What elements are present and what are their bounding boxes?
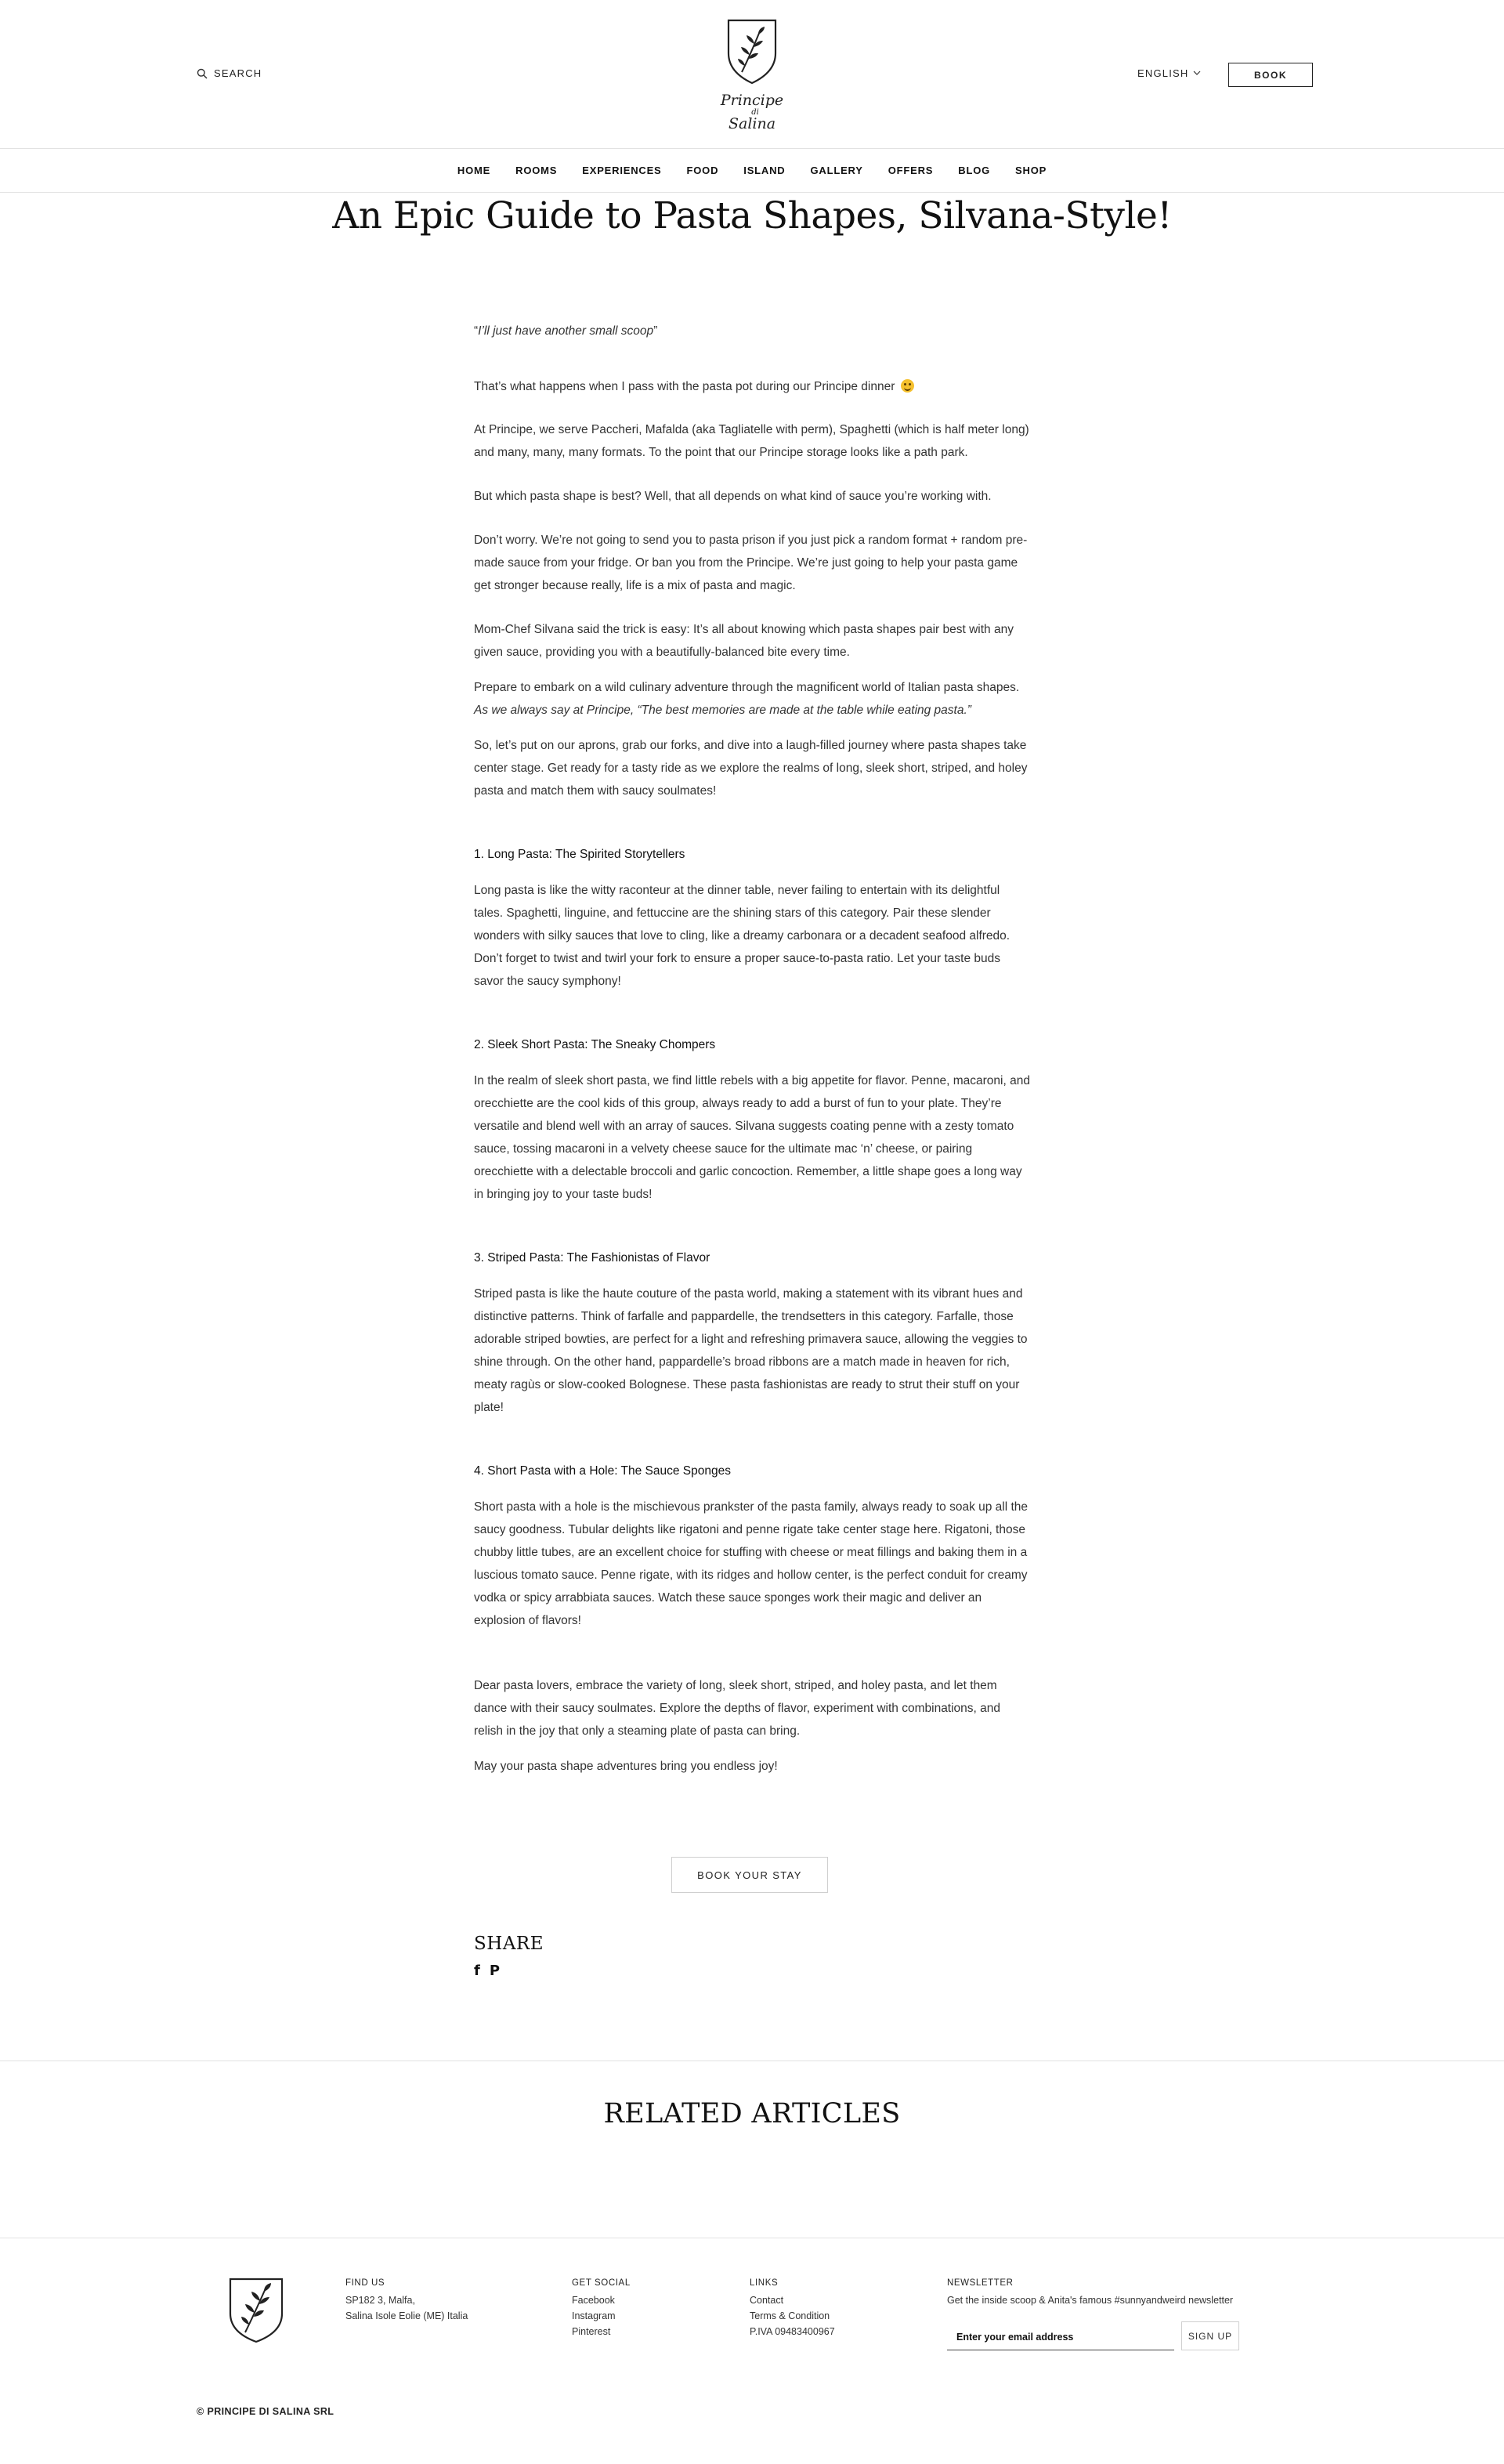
paragraph [474,375,1030,398]
quote-text: I’ll just have another small scoop [478,324,654,338]
nav-item-offers[interactable]: OFFERS [888,165,934,176]
closing-paragraph: Dear pasta lovers, embrace the variety of long, sleek short, striped, and holey pasta, and let them dance with their saucy soulmates. Explore the depths of flavor, experiment with combinations, and relish in the joy that only a steaming plate of pasta can bring. [474,1679,1001,1738]
section-heading-sleek-short-pasta: 2. Sleek Short Pasta: The Sneaky Chompers [474,1038,716,1051]
section-heading-holey-pasta: 4. Short Pasta with a Hole: The Sauce Sponges [474,1464,731,1478]
footer-links [750,2275,835,2339]
footer-link-facebook[interactable]: Facebook [572,2295,615,2306]
language-selector[interactable] [1137,67,1201,79]
newsletter-signup-button[interactable]: SIGN UP [1181,2321,1239,2350]
address-line: SP182 3, Malfa, [345,2295,415,2306]
paragraph: Don’t worry. We’re not going to send you to pasta prison if you just pick a random format + random pre-made sauce from your fridge. Or ban you from the Principe. We’re just going to help your pasta game get stronger because really, life is a mix of pasta and magic. [474,534,1028,592]
section-heading-long-pasta: 1. Long Pasta: The Spirited Storytellers [474,848,685,861]
paragraph: At Principe, we serve Paccheri, Mafalda (aka Tagliatelle with perm), Spaghetti (which is half meter long) and many, many, many formats. To the point that our Principe storage looks like a path park. [474,423,1029,459]
olive-branch-crest-icon [227,2276,285,2343]
pinterest-icon[interactable]: P [489,1963,501,1979]
footer-link-contact[interactable]: Contact [750,2295,784,2306]
site-header [0,0,1504,149]
search-button[interactable] [197,67,262,79]
nav-item-experiences[interactable]: EXPERIENCES [582,165,662,176]
find-us-heading: FIND US [345,2278,385,2288]
section-text-long-pasta: Long pasta is like the witty raconteur at the dinner table, never failing to entertain with its delightful tales. Spaghetti, linguine, and fettuccine are the shining stars of this category. Pair these slender wonders with silky sauces that love to cling, like a dreamy carbonara or a decadent seafood alfredo. Don’t forget to twist and twirl your fork to ensure a proper sauce-to-pasta ratio. Let your taste buds savor the saucy symphony! [474,884,1010,988]
section-text-sleek-short-pasta: In the realm of sleek short pasta, we find little rebels with a big appetite for flavor. Penne, macaroni, and orecchiette are the cool kids of this group, always ready to add a burst of fun to your plate. They’re versatile and blend well with an array of sauces. Silvana suggests coating penne with a zesty tomato sauce, tossing macaroni in a velvety cheese sauce for the ultimate mac ‘n’ cheese, or pairing orecchiette with a delectable broccoli and garlic concoction. Remember, a little shape goes a long way in bringing joy to your taste buds! [474,1074,1030,1201]
nav-item-island[interactable]: ISLAND [743,165,786,176]
section-text-striped-pasta: Striped pasta is like the haute couture of the pasta world, making a statement with its vibrant hues and distinctive patterns. Think of farfalle and pappardelle, the trendsetters in this category. Farfalle, those adorable striped bowties, are perfect for a light and refreshing primavera sauce, allowing the veggies to shine through. On the other hand, pappardelle’s broad ribbons are a match made in heaven for rich, meaty ragùs or slow-cooked Bolognese. These pasta fashionistas are ready to strut their stuff on your plate! [474,1287,1028,1414]
footer-newsletter [947,2275,1260,2308]
social-heading: GET SOCIAL [572,2278,631,2288]
smiling-face-icon [901,379,914,393]
section-text-holey-pasta: Short pasta with a hole is the mischievous prankster of the pasta family, always ready to soak up all the saucy goodness. Tubular delights like rigatoni and penne rigate take center stage here. Rigatoni, those chubby little tubes, are an excellent choice for stuffing with cheese or meat fillings and baking them in a luscious tomato sauce. Penne rigate, with its ridges and hollow center, is the perfect conduit for creamy vodka or spicy arrabbiata sauces. Watch these sauce sponges work their magic and deliver an explosion of flavors! [474,1500,1029,1627]
logo-text-di: di [751,108,759,117]
main-navigation [0,149,1504,193]
logo-text-principe: Principe [720,92,784,109]
nav-item-blog[interactable]: BLOG [958,165,991,176]
facebook-icon[interactable]: f [474,1963,480,1979]
share-icons [474,1963,500,1979]
newsletter-description: Get the inside scoop & Anita's famous #sunnyandweird newsletter [947,2295,1234,2306]
copyright: © PRINCIPE DI SALINA SRL [197,2406,334,2417]
opening-quote [474,320,1030,342]
paragraph-text: That’s what happens when I pass with the pasta pot during our Principe dinner [474,380,895,393]
quote-mark-close: ” [653,324,658,338]
quote-mark-open: “ [474,324,479,338]
section-heading-striped-pasta: 3. Striped Pasta: The Fashionistas of Flavor [474,1251,710,1265]
nav-item-food[interactable]: FOOD [686,165,719,176]
links-heading: LINKS [750,2278,779,2288]
address-line: Salina Isole Eolie (ME) Italia [345,2310,468,2321]
paragraph: Mom-Chef Silvana said the trick is easy: It’s all about knowing which pasta shapes pair best with any given sauce, providing you with a beautifully-balanced bite every time. [474,623,1014,659]
paragraph [474,676,1030,722]
related-articles-heading: RELATED ARTICLES [603,2098,901,2129]
newsletter-email-input[interactable] [947,2324,1174,2350]
article-body [474,320,1030,1790]
paragraph: So, let’s put on our aprons, grab our forks, and dive into a laugh-filled journey where pasta shapes take center stage. Get ready for a tasty ride as we explore the realms of long, sleek short, striped, and holey pasta and match them with saucy soulmates! [474,739,1028,798]
nav-item-rooms[interactable]: ROOMS [515,165,558,176]
paragraph-text: Prepare to embark on a wild culinary adventure through the magnificent world of Italian pasta shapes. [474,681,1020,694]
nav-item-shop[interactable]: SHOP [1015,165,1047,176]
newsletter-heading: NEWSLETTER [947,2278,1014,2288]
logo-text-salina: Salina [728,115,776,132]
paragraph: But which pasta shape is best? Well, that all depends on what kind of sauce you’re working with. [474,490,992,503]
share-heading: SHARE [474,1934,544,1954]
book-your-stay-button[interactable]: BOOK YOUR STAY [671,1857,828,1893]
site-logo[interactable] [705,17,799,132]
language-label: ENGLISH [1137,67,1189,79]
book-button[interactable]: BOOK [1228,63,1313,87]
footer-link-terms[interactable]: Terms & Condition [750,2310,830,2321]
vat-number: P.IVA 09483400967 [750,2326,835,2337]
chevron-down-icon [1193,71,1201,76]
footer-link-pinterest[interactable]: Pinterest [572,2326,611,2337]
footer-link-instagram[interactable]: Instagram [572,2310,616,2321]
footer-social [572,2275,631,2339]
principe-saying: As we always say at Principe, “The best memories are made at the table while eating pasta.” [474,704,971,717]
nav-item-gallery[interactable]: GALLERY [810,165,863,176]
search-label: SEARCH [214,67,262,79]
footer-find-us [345,2275,468,2324]
nav-item-home[interactable]: HOME [457,165,491,176]
sign-off: May your pasta shape adventures bring you endless joy! [474,1760,778,1773]
article-title: An Epic Guide to Pasta Shapes, Silvana-Style! [332,194,1172,237]
search-icon [197,68,208,79]
